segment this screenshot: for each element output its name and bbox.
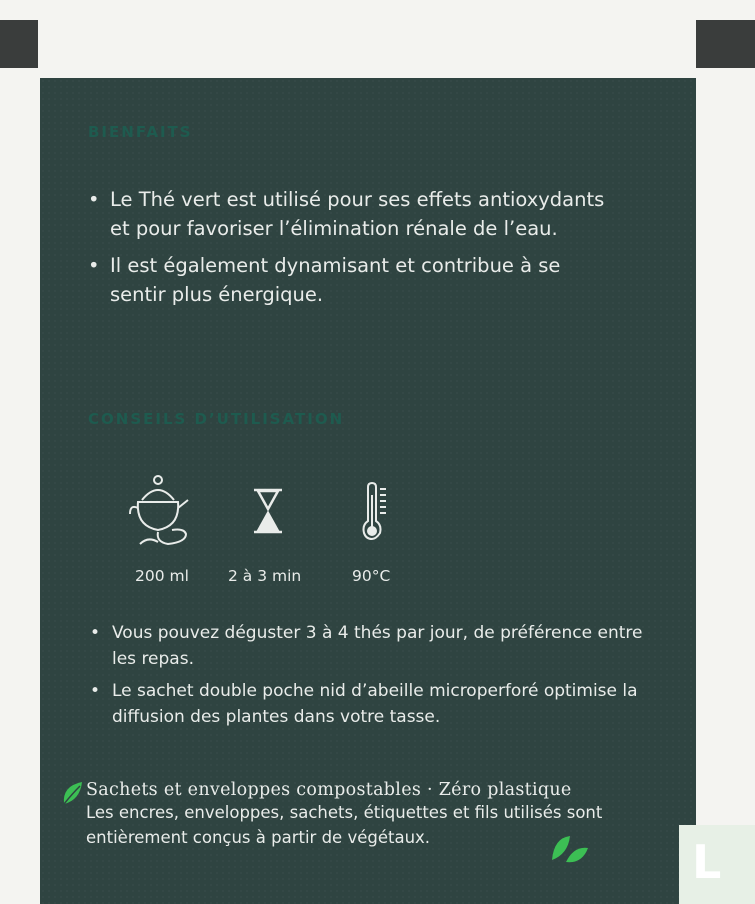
usage-heading: CONSEILS D’UTILISATION	[88, 410, 345, 428]
time-label: 2 à 3 min	[228, 567, 302, 585]
thermometer-icon	[358, 481, 398, 541]
usage-item-1: • Vous pouvez déguster 3 à 4 thés par jour, de préférence entre les repas.	[90, 620, 650, 672]
corner-block-left	[0, 20, 38, 68]
logo-badge	[679, 825, 755, 904]
volume-label: 200 ml	[135, 567, 189, 585]
benefits-list	[88, 185, 618, 317]
leaf-icon-right	[548, 834, 592, 870]
usage-list	[90, 620, 650, 736]
hourglass-icon	[248, 487, 288, 535]
benefits-heading: BIENFAITS	[88, 123, 193, 141]
logo-letter: L	[692, 835, 722, 889]
corner-block-right	[696, 20, 755, 68]
teapot-cup-icon	[128, 474, 198, 554]
compostable-title: Sachets et enveloppes compostables · Zéro plastique	[86, 780, 572, 800]
compostable-text: Les encres, enveloppes, sachets, étiquettes et fils utilisés sont entièrement conçus à partir de végétaux.	[86, 803, 603, 847]
temperature-label: 90°C	[352, 567, 391, 585]
benefit-item-1: • Le Thé vert est utilisé pour ses effets antioxydants et pour favoriser l’élimination rénale de l’eau.	[88, 185, 618, 243]
benefit-item-2: • Il est également dynamisant et contribue à se sentir plus énergique.	[88, 251, 618, 309]
usage-item-2: • Le sachet double poche nid d’abeille microperforé optimise la diffusion des plantes dans votre tasse.	[90, 678, 650, 730]
